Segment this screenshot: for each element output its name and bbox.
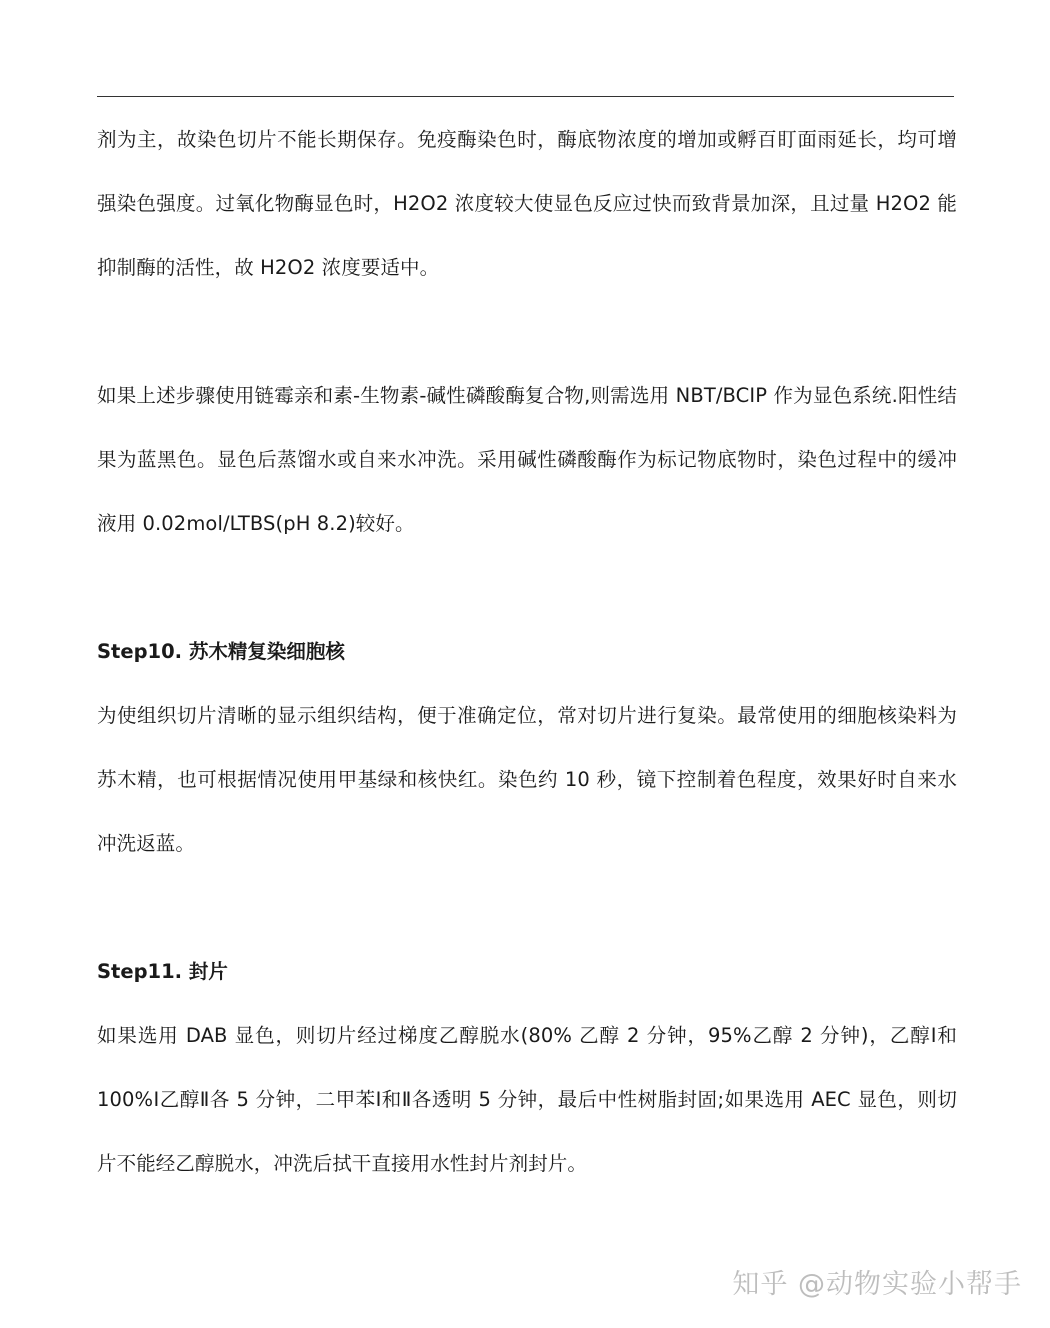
header-rule — [97, 96, 954, 97]
nbt-bcip-paragraph: 如果上述步骤使用链霉亲和素-生物素-碱性磷酸酶复合物,则需选用 NBT/BCIP 作为显色系统.阳性结果为蓝黑色。显色后蒸馏水或自来水冲洗。采用碱性磷酸酶作为标记物底物时，染色过程中的缓冲液用 0.02mol/LTBS(pH 8.2)较好。 — [97, 384, 957, 535]
step11-heading: Step11. 封片 — [97, 960, 228, 983]
step11-paragraph: 如果选用 DAB 显色，则切片经过梯度乙醇脱水(80% 乙醇 2 分钟，95%乙醇 2 分钟)，乙醇Ⅰ和 100%Ⅰ乙醇Ⅱ各 5 分钟，二甲苯Ⅰ和Ⅱ各透明 5 分钟，最后中性树脂封固;如果选用 AEC 显色，则切片不能经乙醇脱水，冲洗后拭干直接用水性封片剂封片。 — [97, 1024, 957, 1175]
document-body — [97, 108, 957, 1196]
step10-heading: Step10. 苏木精复染细胞核 — [97, 640, 345, 663]
paragraph-spacer — [97, 556, 957, 620]
step10-paragraph: 为使组织切片清晰的显示组织结构，便于准确定位，常对切片进行复染。最常使用的细胞核染料为苏木精，也可根据情况使用甲基绿和核快红。染色约 10 秒，镜下控制着色程度，效果好时自来水冲洗返蓝。 — [97, 704, 957, 855]
intro-paragraph: 剂为主，故染色切片不能长期保存。免疫酶染色时，酶底物浓度的增加或孵百盯面雨延长，均可增强染色强度。过氧化物酶显色时，H2O2 浓度较大使显色反应过快而致背景加深，且过量 H2O2 能抑制酶的活性，故 H2O2 浓度要适中。 — [97, 128, 957, 279]
zhihu-watermark: 知乎 @动物实验小帮手 — [732, 1269, 1022, 1300]
paragraph-spacer — [97, 300, 957, 364]
paragraph-spacer — [97, 876, 957, 940]
